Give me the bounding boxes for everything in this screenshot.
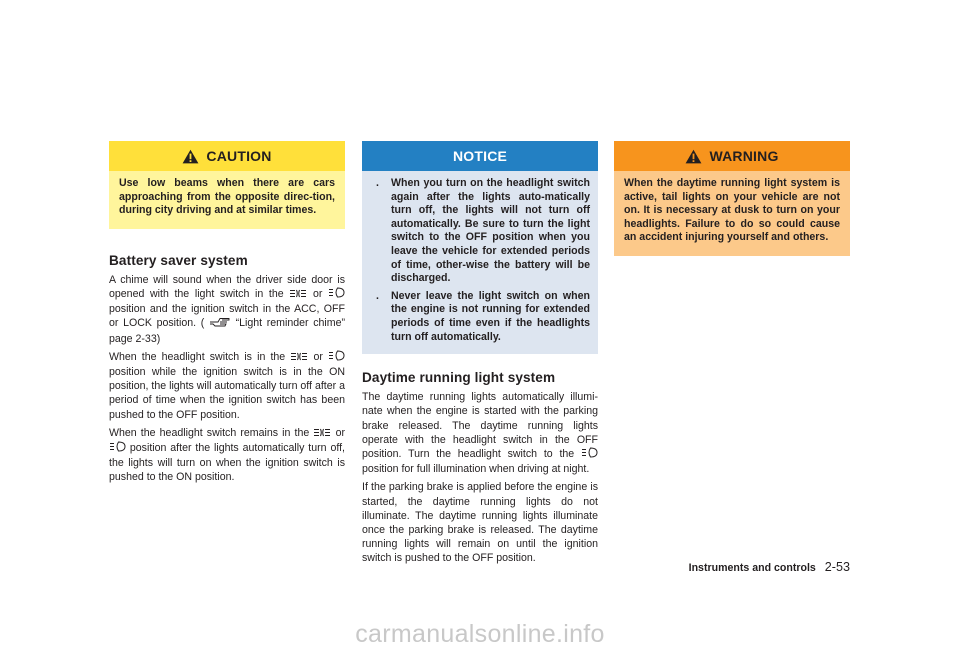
notice-item: . Never leave the light switch on when the engine is not running for extended periods of time even if the headlights turn off automatically. xyxy=(376,289,590,343)
headlight-icon xyxy=(328,350,345,365)
daytime-running-heading: Daytime running light system xyxy=(362,370,556,386)
warning-title: WARNING xyxy=(709,148,779,164)
column-middle xyxy=(362,141,598,570)
caution-box xyxy=(109,141,345,229)
notice-title: NOTICE xyxy=(452,148,508,164)
battery-saver-heading: Battery saver system xyxy=(109,252,248,268)
notice-header xyxy=(362,141,598,171)
headlight-icon xyxy=(109,441,126,456)
alert-triangle-icon xyxy=(182,149,199,164)
caution-title: CAUTION xyxy=(206,148,272,164)
warning-text: When the daytime running light system is active, tail lights on your vehicle are not on. It is necessary at dusk to turn on your headlights. Failure to do so could cause an accident injuring yourself and others. xyxy=(614,171,850,256)
watermark: carmanualsonline.info xyxy=(355,620,605,648)
headlight-icon xyxy=(581,447,598,462)
parking-light-icon xyxy=(290,351,308,365)
parking-light-icon xyxy=(289,288,307,302)
battery-saver-paragraph-2: When the headlight switch is in the or position while the ignition switch is in the ON position, the lights will automatically turn off after a period of time when the ignition switch has been pushed to the OFF position. xyxy=(109,350,345,421)
page-footer xyxy=(674,560,850,574)
pointing-hand-icon xyxy=(209,316,231,331)
caution-header xyxy=(109,141,345,171)
warning-box xyxy=(614,141,850,256)
caution-text: Use low beams when there are cars approaching from the opposite direc-tion, during city driving and at similar times. xyxy=(109,171,345,229)
parking-light-icon xyxy=(313,427,331,441)
column-left xyxy=(109,141,345,489)
headlight-icon xyxy=(328,287,345,302)
notice-box xyxy=(362,141,598,354)
warning-header xyxy=(614,141,850,171)
notice-list xyxy=(370,177,590,344)
notice-item: . When you turn on the headlight switch again after the lights auto-matically turn off, the lights will not turn off automatically. Be sure to turn the light switch to the OFF position when you leave the vehicle for extended periods of time, other-wise the battery will be discharged. xyxy=(376,177,590,285)
daytime-paragraph-2: If the parking brake is applied before the engine is started, the daytime running lights do not illuminate. The daytime running lights illuminate once the parking brake is released. The daytime running lights will remain on until the ignition switch is pushed to the OFF position. xyxy=(362,481,598,565)
alert-triangle-icon xyxy=(685,149,702,164)
battery-saver-paragraph-3: When the headlight switch remains in the or position after the lights automatically turn off, the lights will turn on when the ignition switch is pushed to the ON position. xyxy=(109,426,345,484)
column-right xyxy=(614,141,850,256)
battery-saver-paragraph-1: A chime will sound when the driver side door is opened with the light switch in the or position and the ignition switch in the ACC, OFF or LOCK position. ( “Light reminder chime” page 2-33) xyxy=(109,273,345,345)
footer-section-name: Instruments and controls xyxy=(688,562,816,574)
page-number: 2-53 xyxy=(824,560,850,574)
daytime-paragraph-1: The daytime running lights automatically illumi-nate when the engine is started with the parking brake released. The daytime running lights operate with the headlight switch in the OFF position. Turn the headlight switch to the position for full illumination when driving at night. xyxy=(362,391,598,476)
